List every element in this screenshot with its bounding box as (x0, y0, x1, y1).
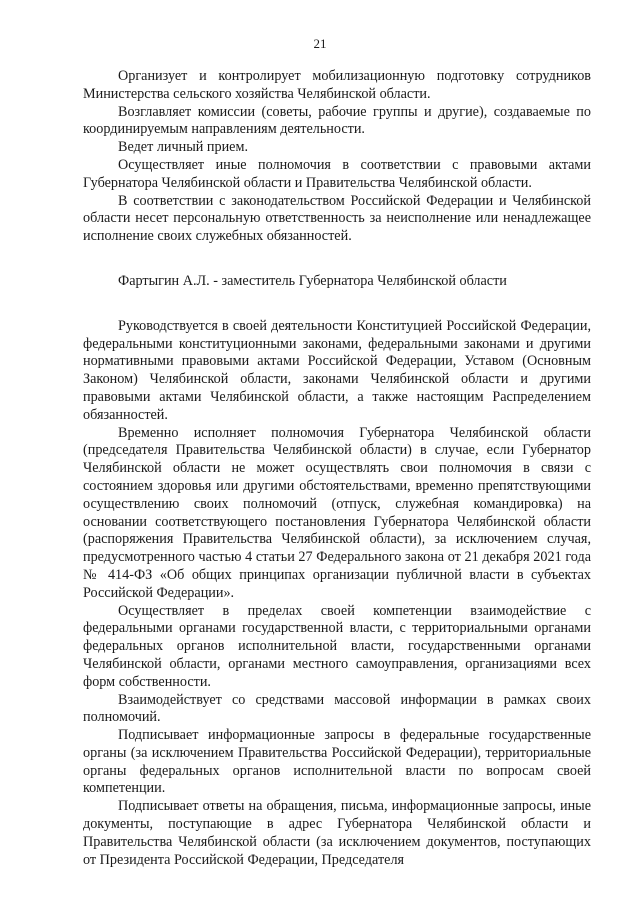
section-heading: Фартыгин А.Л. - заместитель Губернатора Челябинской области (118, 272, 507, 289)
paragraph-responsibility: В соответствии с законодательством Российской Федерации и Челябинской области несет персональную ответственность за неисполнение или ненадлежащее исполнение своих служебных обязанностей. (83, 192, 591, 245)
paragraph-legal-basis: Руководствуется в своей деятельности Конституцией Российской Федерации, федеральными конституционными законами, федеральными законами и другими нормативными правовыми актами Российской Федерации, Уставом (Основным Законом) Челябинской области, законами Челябинской области и другими правовыми актами Челябинской области, а также настоящим Распределением обязанностей. (83, 317, 591, 423)
spacer (83, 291, 591, 318)
paragraph-other-powers: Осуществляет иные полномочия в соответствии с правовыми актами Губернатора Челябинской области и Правительства Челябинской области. (83, 156, 591, 191)
paragraph-media: Взаимодействует со средствами массовой информации в рамках своих полномочий. (83, 691, 591, 726)
paragraph-interaction: Осуществляет в пределах своей компетенции взаимодействие с федеральными органами государственной власти, с территориальными органами федеральных органов исполнительной власти, государственными органами Челябинской области, органами местного самоуправления, организациями всех форм собственности. (83, 602, 591, 690)
paragraph-signs-responses: Подписывает ответы на обращения, письма, информационные запросы, иные документы, поступающие в адрес Губернатора Челябинской области и Правительства Челябинской области (за исключением документов, поступающих от Президента Российской Федерации, Председателя (83, 798, 591, 868)
paragraph-personal-reception: Ведет личный прием. (118, 139, 249, 156)
document-body (83, 68, 591, 869)
paragraph-information-requests: Подписывает информационные запросы в федеральные государственные органы (за исключением Правительства Российской Федерации), территориальные органы федеральных органов исполнительной власти по вопросам своей компетенции. (83, 727, 591, 797)
spacer (83, 246, 591, 273)
paragraph-acting-governor: Временно исполняет полномочия Губернатора Челябинской области (председателя Правительства Челябинской области) в случае, если Губернатор Челябинской области не может осуществлять свои полномочия в связи с состоянием здоровья или другими обстоятельствами, временно препятствующими осуществлению своих полномочий (отпуск, служебная командировка) на основании соответствующего постановления Губернатора Челябинской области (распоряжения Правительства Челябинской области), за исключением случая, предусмотренного частью 4 статьи 27 Федерального закона от 21 декабря 2021 года № 414-ФЗ «Об общих принципах организации публичной власти в субъектах Российской Федерации». (83, 424, 591, 601)
page-number: 21 (313, 36, 327, 51)
paragraph-mobilization: Организует и контролирует мобилизационную подготовку сотрудников Министерства сельского хозяйства Челябинской области. (83, 68, 591, 102)
paragraph-commissions: Возглавляет комиссии (советы, рабочие группы и другие), создаваемые по координируемым направлениям деятельности. (83, 103, 591, 138)
